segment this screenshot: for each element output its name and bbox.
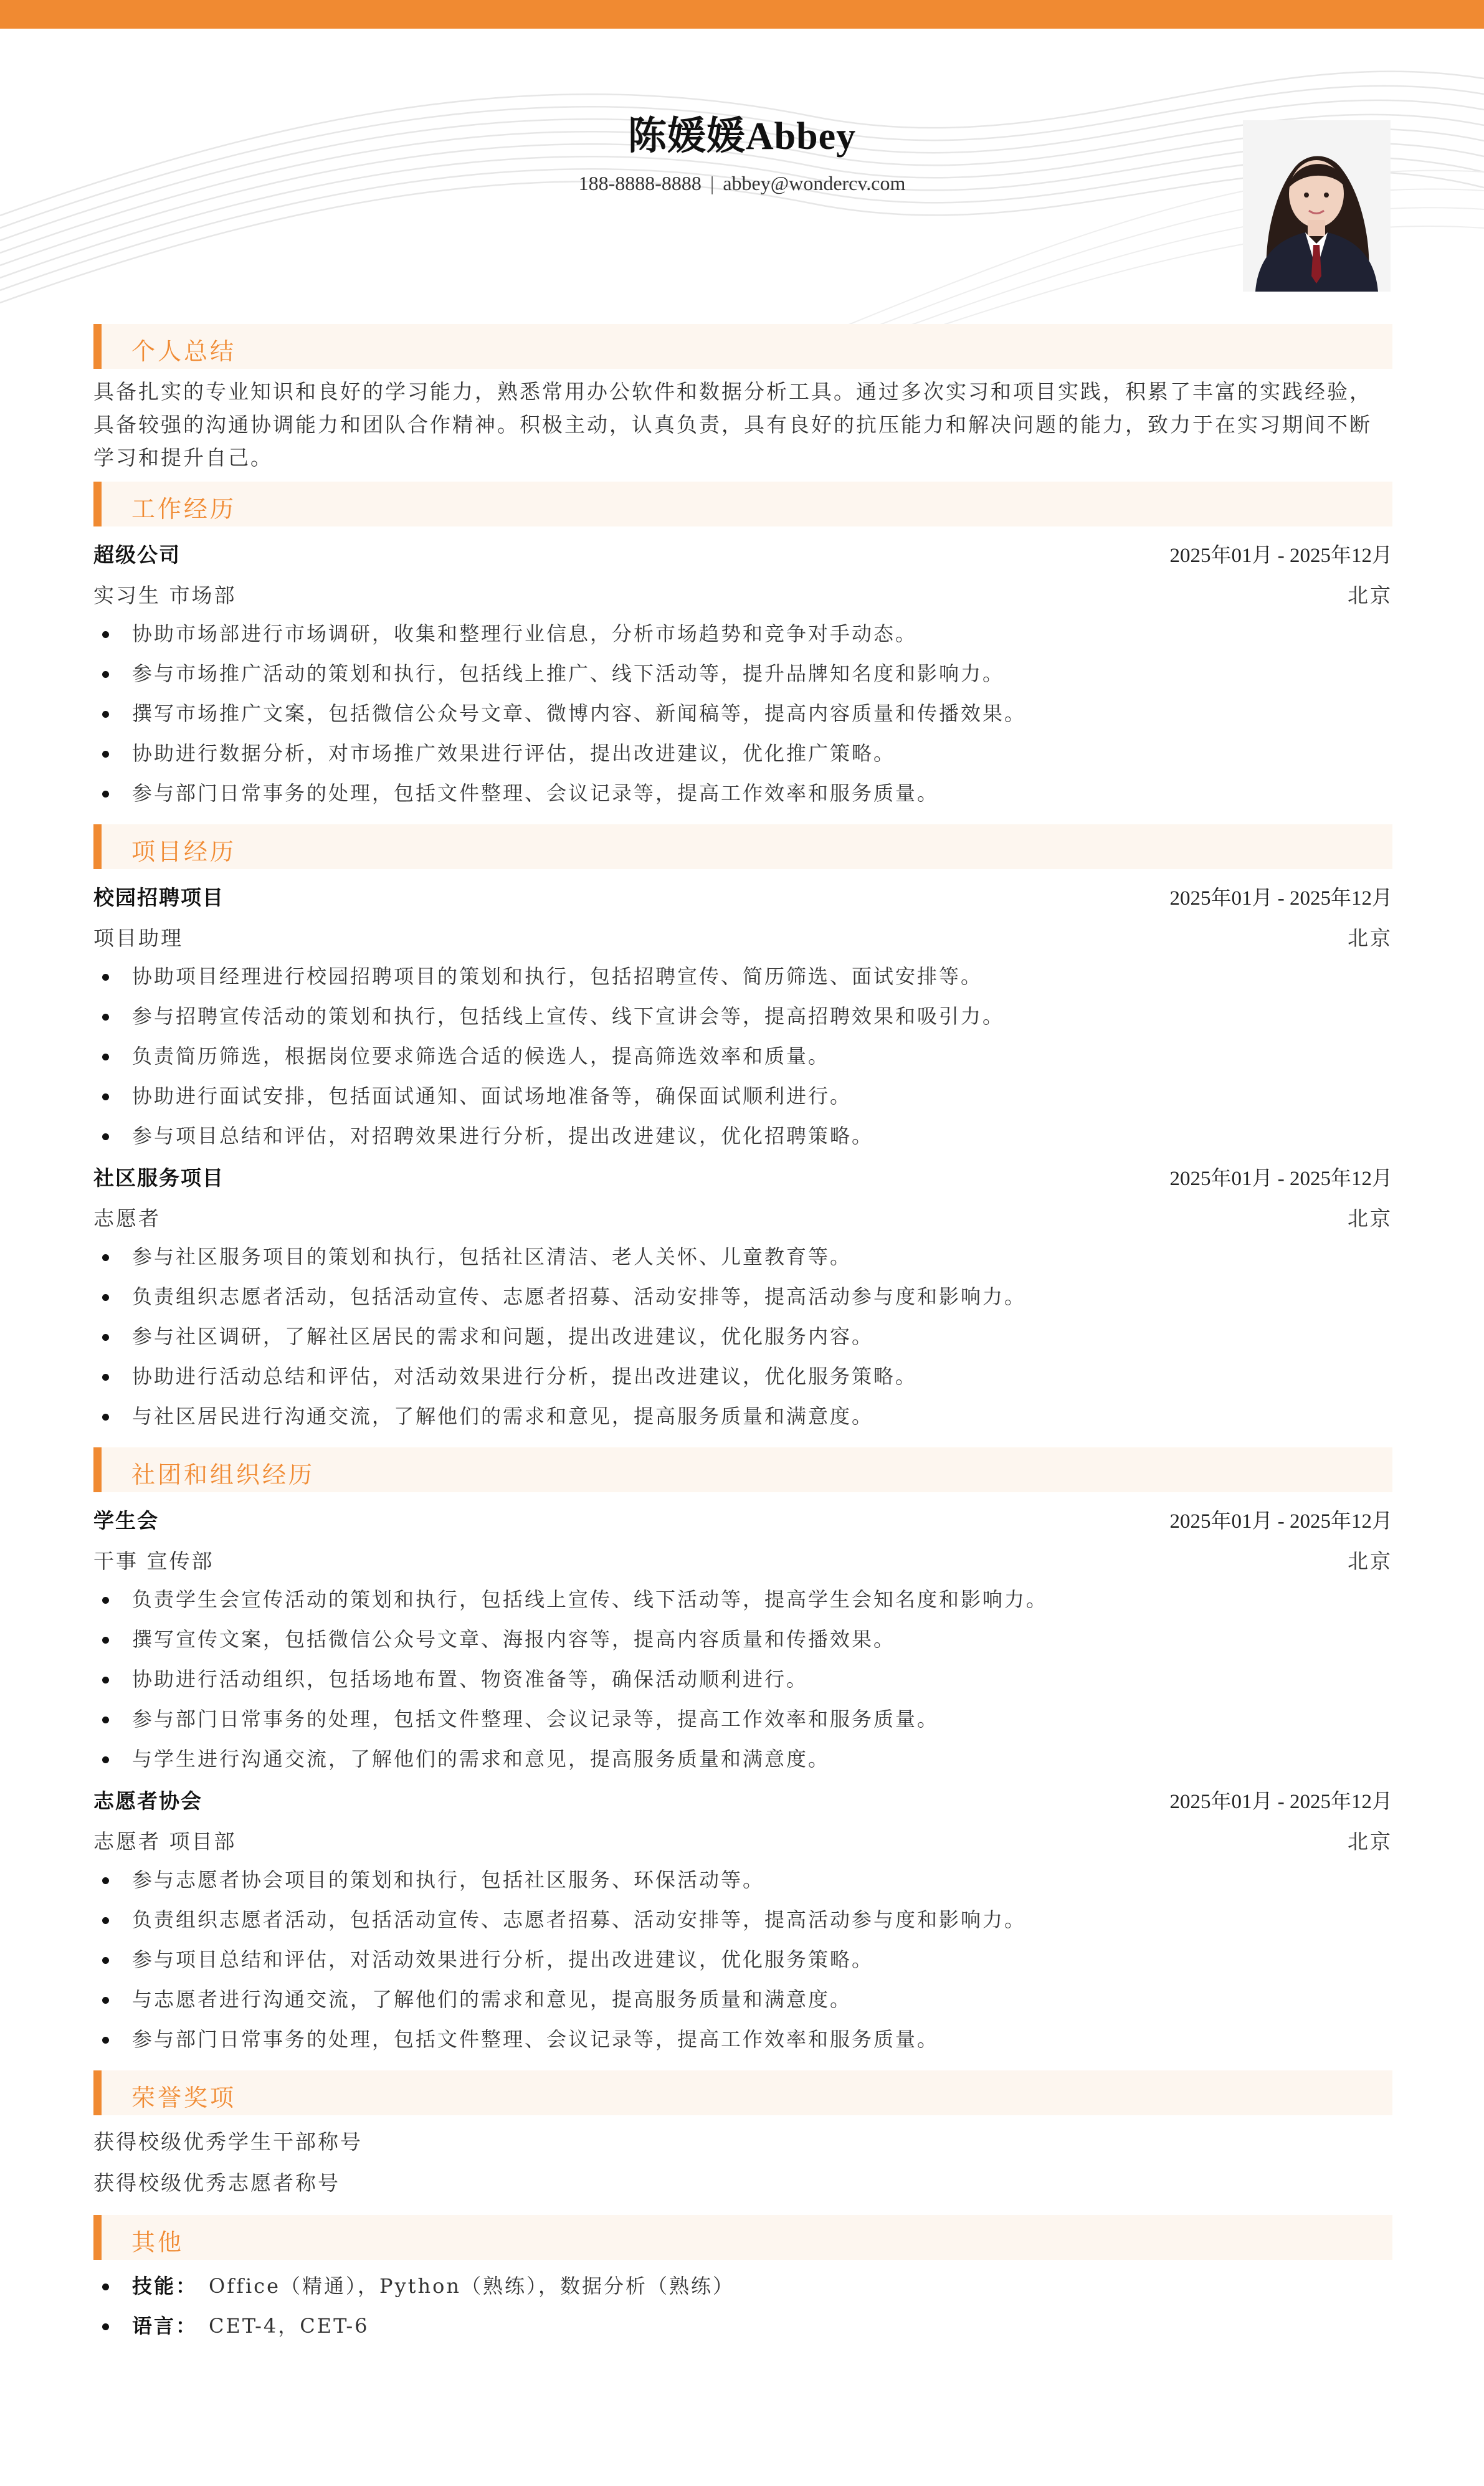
club-entry xyxy=(93,1498,1392,1779)
company-name: 超级公司 xyxy=(93,542,181,567)
entry-role: 实习生 市场部 xyxy=(93,583,237,607)
skills-item xyxy=(93,2266,1392,2306)
phone-number: 188-8888-8888 xyxy=(578,172,702,194)
entry-city: 北京 xyxy=(1348,1829,1392,1854)
project-entry xyxy=(93,875,1392,1156)
entry-role: 志愿者 xyxy=(93,1206,161,1231)
section-header-clubs: 社团和组织经历 xyxy=(93,1447,1392,1492)
project-name: 社区服务项目 xyxy=(93,1165,224,1190)
entry-date: 2025年01月 - 2025年12月 xyxy=(1169,1790,1392,1813)
entry-role: 志愿者 项目部 xyxy=(93,1829,237,1854)
organization-name: 志愿者协会 xyxy=(93,1788,202,1813)
bullet-item: 参与项目总结和评估，对招聘效果进行分析，提出改进建议，优化招聘策略。 xyxy=(93,1116,1392,1156)
entry-city: 北京 xyxy=(1348,925,1392,950)
bullet-item: 与学生进行沟通交流，了解他们的需求和意见，提高服务质量和满意度。 xyxy=(93,1739,1392,1779)
bullet-item: 协助项目经理进行校园招聘项目的策划和执行，包括招聘宣传、简历筛选、面试安排等。 xyxy=(93,956,1392,996)
bullet-item: 协助进行数据分析，对市场推广效果进行评估，提出改进建议，优化推广策略。 xyxy=(93,733,1392,773)
entry-date: 2025年01月 - 2025年12月 xyxy=(1169,1510,1392,1533)
entry-role: 项目助理 xyxy=(93,925,183,950)
honor-item: 获得校级优秀学生干部称号 xyxy=(93,2130,363,2154)
bullet-item: 负责组织志愿者活动，包括活动宣传、志愿者招募、活动安排等，提高活动参与度和影响力。 xyxy=(93,1277,1392,1317)
project-name: 校园招聘项目 xyxy=(93,885,224,910)
entry-city: 北京 xyxy=(1348,1548,1392,1573)
organization-name: 学生会 xyxy=(93,1508,159,1533)
bullet-item: 协助市场部进行市场调研，收集和整理行业信息，分析市场趋势和竞争对手动态。 xyxy=(93,614,1392,654)
bullet-item: 参与志愿者协会项目的策划和执行，包括社区服务、环保活动等。 xyxy=(93,1860,1392,1900)
bullet-item: 参与部门日常事务的处理，包括文件整理、会议记录等，提高工作效率和服务质量。 xyxy=(93,773,1392,813)
honor-item: 获得校级优秀志愿者称号 xyxy=(93,2171,340,2195)
skills-label: 技能： xyxy=(132,2274,198,2298)
entry-city: 北京 xyxy=(1348,583,1392,607)
bullet-item: 协助进行活动总结和评估，对活动效果进行分析，提出改进建议，优化服务策略。 xyxy=(93,1356,1392,1396)
bullet-item: 负责学生会宣传活动的策划和执行，包括线上宣传、线下活动等，提高学生会知名度和影响力。 xyxy=(93,1579,1392,1619)
resume-body xyxy=(93,319,1392,2346)
project-entry xyxy=(93,1156,1392,1436)
bullet-item: 参与社区调研，了解社区居民的需求和问题，提出改进建议，优化服务内容。 xyxy=(93,1317,1392,1356)
bullet-item: 负责简历筛选，根据岗位要求筛选合适的候选人，提高筛选效率和质量。 xyxy=(93,1036,1392,1076)
summary-text: 具备扎实的专业知识和良好的学习能力，熟悉常用办公软件和数据分析工具。通过多次实习和项目实践，积累了丰富的实践经验， 具备较强的沟通协调能力和团队合作精神。积极主动，认真负责，具有良好的抗压能力和解决问题的能力，致力于在实习期间不断 学习和提升自己。 xyxy=(93,379,1372,470)
language-label: 语言： xyxy=(132,2314,198,2338)
bullet-item: 撰写市场推广文案，包括微信公众号文章、微博内容、新闻稿等，提高内容质量和传播效果。 xyxy=(93,693,1392,733)
contact-separator: | xyxy=(710,172,715,194)
email-address: abbey@wondercv.com xyxy=(723,172,906,194)
bullet-item: 撰写宣传文案，包括微信公众号文章、海报内容等，提高内容质量和传播效果。 xyxy=(93,1619,1392,1659)
section-header-projects: 项目经历 xyxy=(93,824,1392,869)
entry-date: 2025年01月 - 2025年12月 xyxy=(1169,887,1392,910)
section-header-work: 工作经历 xyxy=(93,482,1392,526)
language-value: CET-4，CET-6 xyxy=(209,2314,369,2338)
bullet-item: 参与市场推广活动的策划和执行，包括线上推广、线下活动等，提升品牌知名度和影响力。 xyxy=(93,654,1392,693)
section-header-honors: 荣誉奖项 xyxy=(93,2070,1392,2115)
entry-date: 2025年01月 - 2025年12月 xyxy=(1169,1167,1392,1190)
club-entry xyxy=(93,1779,1392,2059)
bullet-item: 参与招聘宣传活动的策划和执行，包括线上宣传、线下宣讲会等，提高招聘效果和吸引力。 xyxy=(93,996,1392,1036)
skills-value: Office（精通），Python（熟练），数据分析（熟练） xyxy=(209,2274,735,2298)
entry-city: 北京 xyxy=(1348,1206,1392,1231)
bullet-item: 参与项目总结和评估，对活动效果进行分析，提出改进建议，优化服务策略。 xyxy=(93,1940,1392,1979)
section-header-other: 其他 xyxy=(93,2215,1392,2260)
bullet-item: 参与部门日常事务的处理，包括文件整理、会议记录等，提高工作效率和服务质量。 xyxy=(93,2019,1392,2059)
bullet-item: 负责组织志愿者活动，包括活动宣传、志愿者招募、活动安排等，提高活动参与度和影响力。 xyxy=(93,1900,1392,1940)
section-header-summary: 个人总结 xyxy=(93,324,1392,369)
bullet-item: 与社区居民进行沟通交流，了解他们的需求和意见，提高服务质量和满意度。 xyxy=(93,1396,1392,1436)
bullet-item: 参与社区服务项目的策划和执行，包括社区清洁、老人关怀、儿童教育等。 xyxy=(93,1237,1392,1277)
bullet-item: 协助进行活动组织，包括场地布置、物资准备等，确保活动顺利进行。 xyxy=(93,1659,1392,1699)
work-entry xyxy=(93,533,1392,813)
bullet-item: 与志愿者进行沟通交流，了解他们的需求和意见，提高服务质量和满意度。 xyxy=(93,1979,1392,2019)
entry-date: 2025年01月 - 2025年12月 xyxy=(1169,544,1392,567)
top-accent-bar xyxy=(0,0,1484,29)
bullet-item: 参与部门日常事务的处理，包括文件整理、会议记录等，提高工作效率和服务质量。 xyxy=(93,1699,1392,1739)
bullet-item: 协助进行面试安排，包括面试通知、面试场地准备等，确保面试顺利进行。 xyxy=(93,1076,1392,1116)
candidate-name: 陈媛媛Abbey xyxy=(627,115,857,158)
language-item xyxy=(93,2306,1392,2346)
profile-photo xyxy=(1243,120,1391,292)
entry-role: 干事 宣传部 xyxy=(93,1548,214,1573)
